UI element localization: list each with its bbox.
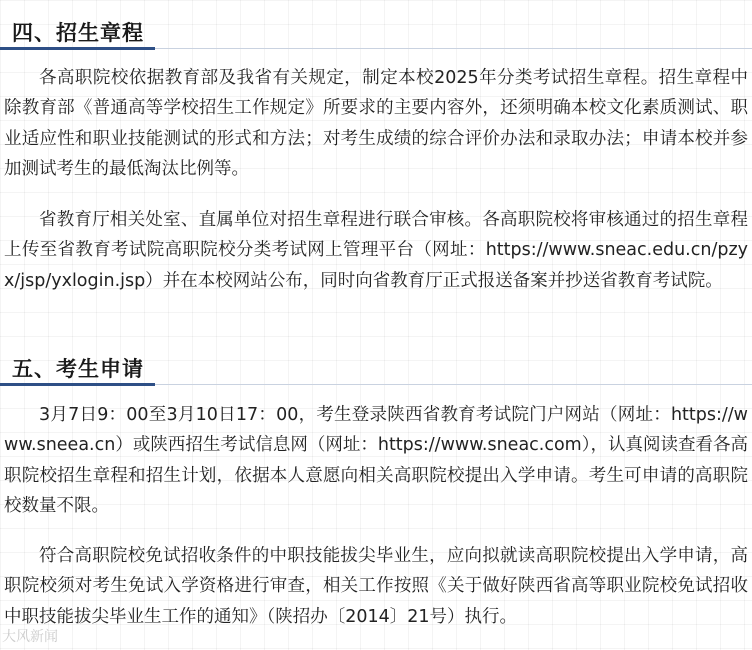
- paragraph: 3月7日9：00至3月10日17：00，考生登录陕西省教育考试院门户网站（网址：https://www.sneea.cn）或陕西招生考试信息网（网址：https://www.sneac.com），认真阅读查看各高职院校招生章程和招生计划，依据本人意愿向相关高职院校提出入学申请。考生可申请的高职院校数量不限。: [4, 405, 748, 517]
- section-title: 五、考生申请: [12, 357, 144, 381]
- paragraph: 省教育厅相关处室、直属单位对招生章程进行联合审核。各高职院校将审核通过的招生章程上传至省教育考试院高职院校分类考试网上管理平台（网址：https://www.sneac.edu.cn/pzyx/jsp/yxlogin.jsp）并在本校网站公布，同时向省教育厅正式报送备案并抄送省教育考试院。: [4, 210, 748, 291]
- section-title: 四、招生章程: [12, 21, 144, 45]
- paragraph: 符合高职院校免试招收条件的中职技能拔尖毕业生，应向拟就读高职院校提出入学申请，高职院校须对考生免试入学资格进行审查，相关工作按照《关于做好陕西省高等职业院校免试招收中职技能拔尖毕业生工作的通知》（陕招办〔2014〕21号）执行。: [4, 546, 748, 627]
- heading-underline: [0, 383, 155, 386]
- paragraph: 各高职院校依据教育部及我省有关规定，制定本校2025年分类考试招生章程。招生章程中除教育部《普通高等学校招生工作规定》所要求的主要内容外，还须明确本校文化素质测试、职业适应性和职业技能测试的形式和方法；对考生成绩的综合评价办法和录取办法；申请本校并参加测试考生的最低淘汰比例等。: [4, 68, 748, 180]
- heading-rule: [155, 48, 752, 49]
- watermark: 大风新闻: [2, 629, 58, 645]
- heading-rule: [155, 384, 752, 385]
- heading-underline: [0, 47, 155, 50]
